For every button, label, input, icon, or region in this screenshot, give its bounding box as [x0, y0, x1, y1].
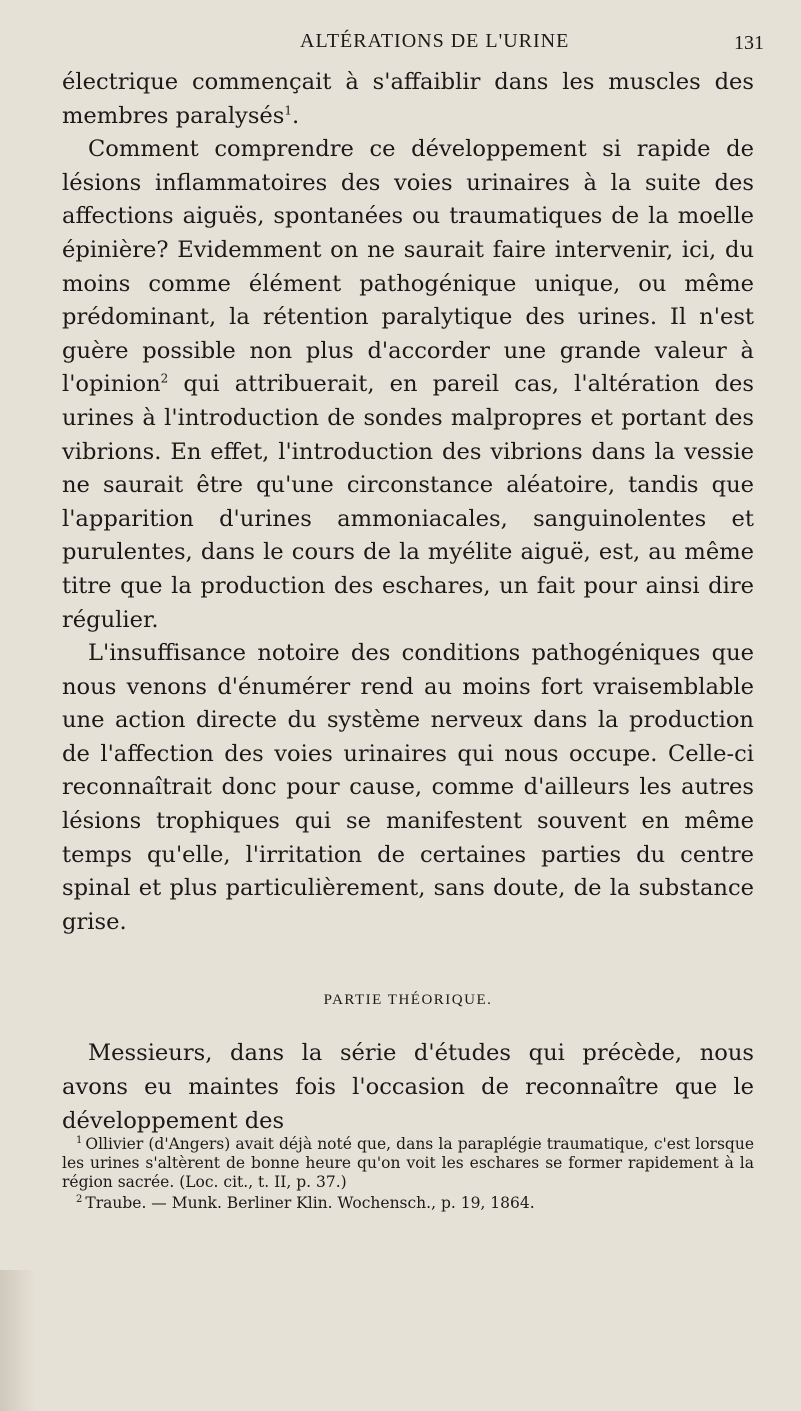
footnote-reference: 1 — [284, 103, 293, 118]
footnote-reference: 2 — [160, 371, 169, 386]
running-title: ALTÉRATIONS DE L'URINE — [300, 30, 570, 52]
main-text — [62, 66, 754, 1138]
page-number: 131 — [734, 32, 764, 54]
paragraph: électrique commençait à s'affaiblir dans les muscles des membres paralysés$^1$. — [62, 69, 754, 129]
paragraph: Comment comprendre ce développement si rapide de lésions inflammatoires des voies urinaires à la suite des affections aiguës, spontanées ou traumatiques de la moelle épinière? Evidemment on ne saurait faire intervenir, ici, du moins comme élément pathogénique unique, ou même prédominant, la rétention paralytique des urines. Il n'est guère possible non plus d'accorder une grande valeur à l'opinion$^2$ qui attribuerait, en pareil cas, l'altération des urines à l'introduction de sondes malpropres et portant des vibrions. En effet, l'introduction des vibrions dans la vessie ne saurait être qu'une circonstance aléatoire, tandis que l'apparition d'urines ammoniacales, sanguinolentes et purulentes, dans le cours de la myélite aiguë, est, au même titre que la production des eschares, un fait pour ainsi dire régulier. — [62, 136, 754, 633]
footnote: $^1$ Ollivier (d'Angers) avait déjà noté que, dans la paraplégie traumatique, c'est lorsque les urines s'altèrent de bonne heure qu'on voit les eschares se former rapidement à la région sacrée. (Loc. cit., t. II, p. 37.) — [62, 1134, 754, 1191]
paragraph: L'insuffisance notoire des conditions pathogéniques que nous venons d'énumérer rend au moins fort vraisemblable une action directe du système nerveux dans la production de l'affection des voies urinaires qui nous occupe. Celle-ci reconnaîtrait donc pour cause, comme d'ailleurs les autres lésions trophiques qui se manifestent souvent en même temps qu'elle, l'irritation de certaines parties du centre spinal et plus particulièrement, sans doute, de la substance grise. — [62, 640, 754, 935]
footnote: $^2$ Traube. — Munk. Berliner Klin. Wochensch., p. 19, 1864. — [76, 1193, 535, 1212]
page-edge-shadow — [0, 1270, 36, 1411]
running-head — [0, 18, 801, 58]
paragraph: Messieurs, dans la série d'études qui précède, nous avons eu maintes fois l'occasion de reconnaître que le développement des — [62, 1040, 754, 1134]
section-heading: PARTIE THÉORIQUE. — [323, 992, 493, 1009]
footnote-mark: 2 — [76, 1193, 83, 1205]
footnote-mark: 1 — [76, 1134, 83, 1146]
footnotes — [62, 1135, 754, 1215]
